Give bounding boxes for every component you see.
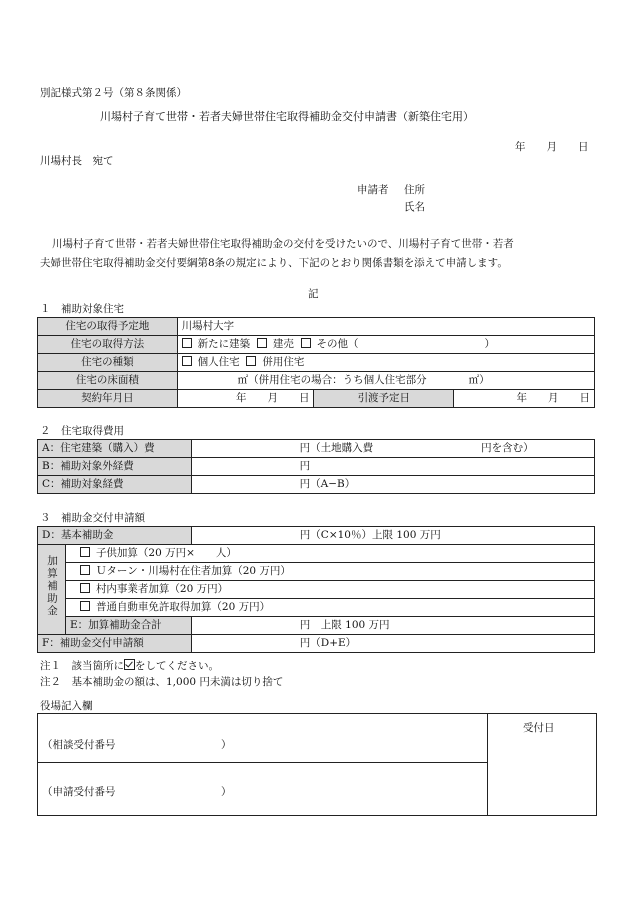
cost-a-value[interactable] xyxy=(191,440,594,458)
type-individual-checkbox[interactable] xyxy=(182,356,192,366)
method-other-label: その他（ ） xyxy=(316,338,496,350)
location-label: 住宅の取得予定地 xyxy=(38,318,178,336)
addon-local xyxy=(65,581,594,599)
addon-uturn-checkbox[interactable] xyxy=(80,565,90,575)
note-1-a: 注１ 該当箇所に xyxy=(40,660,124,672)
addon-child-label: 子供加算（20 万円× 人） xyxy=(95,547,237,559)
section1-table xyxy=(37,317,595,408)
note-1-b: をしてください。 xyxy=(135,660,219,672)
section1-heading: １ 補助対象住宅 xyxy=(40,303,124,315)
addon-license-checkbox[interactable] xyxy=(80,601,90,611)
note-2: 注２ 基本補助金の額は、1,000 円未満は切り捨て xyxy=(40,676,284,688)
office-divider xyxy=(38,762,487,763)
consult-number-close: ） xyxy=(221,739,232,751)
check-mark-icon xyxy=(124,659,135,670)
basic-subsidy-label: D：基本補助金 xyxy=(38,527,192,545)
addon-child xyxy=(65,545,594,563)
total-request-value[interactable]: 円（D+E） xyxy=(191,635,594,653)
applicant-label: 申請者 xyxy=(357,184,389,196)
addon-local-checkbox[interactable] xyxy=(80,583,90,593)
note-1 xyxy=(40,659,219,673)
cost-c-value[interactable]: 円（A−B） xyxy=(191,476,594,494)
total-request-label: F：補助金交付申請額 xyxy=(38,635,192,653)
type-label: 住宅の種類 xyxy=(38,354,178,372)
method-options xyxy=(177,336,594,354)
office-vertical-divider xyxy=(487,714,488,815)
addon-uturn-label: Ｕターン・川場村在住者加算（20 万円） xyxy=(95,565,291,577)
method-other-checkbox[interactable] xyxy=(301,338,311,348)
area-label: 住宅の床面積 xyxy=(38,372,178,390)
office-heading: 役場記入欄 xyxy=(40,700,93,712)
page-title: 川場村子育て世帯・若者夫婦世帯住宅取得補助金交付申請書（新築住宅用） xyxy=(100,110,474,123)
handover-label: 引渡予定日 xyxy=(314,390,454,408)
cost-b-value[interactable]: 円 xyxy=(191,458,594,476)
addon-license-label: 普通自動車免許取得加算（20 万円） xyxy=(95,601,271,613)
intro-line-1: 川場村子育て世帯・若者夫婦世帯住宅取得補助金の交付を受けたいので、川場村子育て世帯・若者 xyxy=(52,238,514,250)
addon-group-text: 加算補助金 xyxy=(45,555,58,618)
form-label: 別記様式第２号（第８条関係） xyxy=(40,87,187,99)
office-use-box xyxy=(37,713,597,816)
addon-total-label: E：加算補助金合計 xyxy=(65,617,191,635)
cost-b-label: B：補助対象外経費 xyxy=(38,458,192,476)
contract-label: 契約年月日 xyxy=(38,390,178,408)
type-combined-checkbox[interactable] xyxy=(246,356,256,366)
area-value[interactable]: ㎡（併用住宅の場合：うち個人住宅部分 ㎡） xyxy=(177,372,594,390)
basic-subsidy-value[interactable]: 円（C×10％）上限 100 万円 xyxy=(191,527,594,545)
addon-uturn xyxy=(65,563,594,581)
cost-a-value-2: 円を含む） xyxy=(481,442,534,454)
type-combined-label: 併用住宅 xyxy=(262,356,305,368)
apply-number-close: ） xyxy=(221,786,232,798)
section2-table xyxy=(37,439,595,494)
received-date-label: 受付日 xyxy=(523,722,555,734)
method-readybuilt-checkbox[interactable] xyxy=(257,338,267,348)
addon-local-label: 村内事業者加算（20 万円） xyxy=(95,583,229,595)
cost-a-label: A：住宅建築（購入）費 xyxy=(38,440,192,458)
consult-number-label: （相談受付番号 xyxy=(42,739,116,751)
method-new-checkbox[interactable] xyxy=(182,338,192,348)
type-individual-label: 個人住宅 xyxy=(197,356,240,368)
section2-heading: ２ 住宅取得費用 xyxy=(40,425,124,437)
date-line: 年 月 日 xyxy=(515,141,589,153)
addressee: 川場村長 宛て xyxy=(40,155,114,167)
section3-table xyxy=(37,526,595,653)
addon-license xyxy=(65,599,594,617)
apply-number-label: （申請受付番号 xyxy=(42,786,116,798)
addon-group-label xyxy=(38,545,66,635)
intro-line-2: 夫婦世帯住宅取得補助金交付要綱第8条の規定により、下記のとおり関係書類を添えて申請します。 xyxy=(40,257,508,269)
contract-value[interactable]: 年 月 日 xyxy=(177,390,314,408)
cost-a-value-1: 円（土地購入費 xyxy=(299,442,374,454)
cost-c-label: C：補助対象経費 xyxy=(38,476,192,494)
addon-total-value[interactable]: 円 上限 100 万円 xyxy=(191,617,594,635)
type-options xyxy=(177,354,594,372)
applicant-address-label: 住所 xyxy=(404,184,425,196)
method-new-label: 新たに建築 xyxy=(197,338,251,350)
section3-heading: ３ 補助金交付申請額 xyxy=(40,512,145,524)
handover-value[interactable]: 年 月 日 xyxy=(454,390,595,408)
addon-child-checkbox[interactable] xyxy=(80,547,90,557)
ki-mark: 記 xyxy=(308,288,319,300)
location-value[interactable]: 川場村大字 xyxy=(177,318,594,336)
method-label: 住宅の取得方法 xyxy=(38,336,178,354)
applicant-name-label: 氏名 xyxy=(404,201,425,213)
method-readybuilt-label: 建売 xyxy=(272,338,294,350)
